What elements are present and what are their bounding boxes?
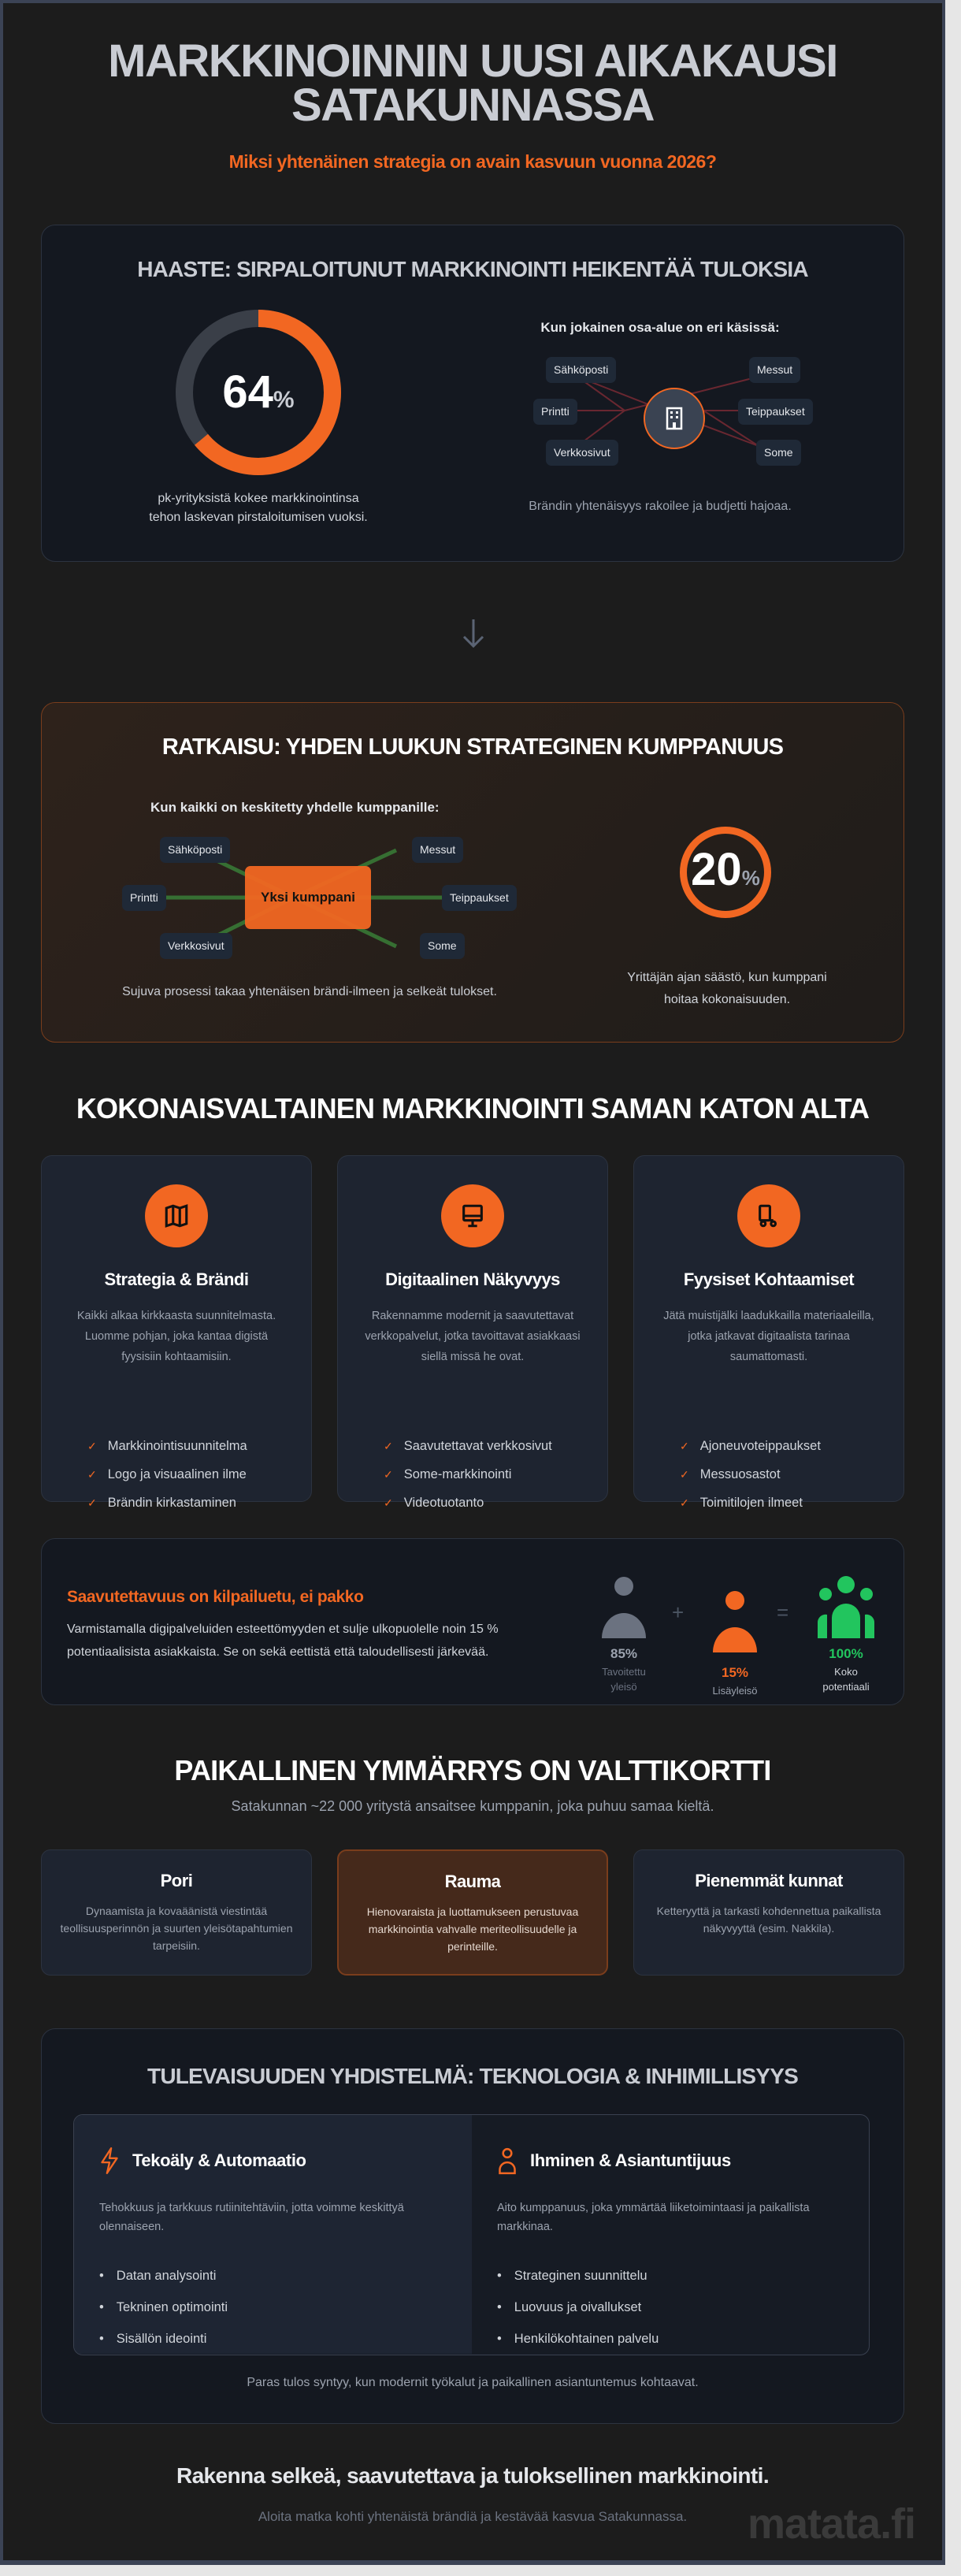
check-icon: ✓	[87, 1468, 97, 1481]
node-social: Some	[756, 440, 801, 466]
person-grey-icon	[600, 1574, 647, 1638]
node-wraps: Teippaukset	[442, 885, 517, 911]
column-text: Tehokkuus ja tarkkuus rutiinitehtäviin, jotta voimme keskittyä olennaiseen.	[99, 2202, 404, 2233]
local-card-small-municipalities	[633, 1849, 904, 1976]
local-subtitle: Satakunnan ~22 000 yritystä ansaitsee kumppanin, joka puhuu samaa kieltä.	[231, 1798, 714, 1814]
card-title: Pienemmät kunnat	[695, 1871, 843, 1890]
group-green-icon	[816, 1574, 876, 1638]
stat-unit: %	[273, 387, 295, 413]
accessibility-title: Saavutettavuus on kilpailuetu, ei pakko	[67, 1588, 364, 1606]
group-additional: 15% Lisäyleisö	[712, 1665, 758, 1697]
stat-number: 64	[222, 366, 273, 418]
check-icon: ✓	[680, 1496, 689, 1509]
node-fairs: Messut	[749, 357, 800, 383]
node-email: Sähköposti	[546, 357, 616, 383]
solution-diagram-title: Kun kaikki on keskitetty yhdelle kumppanille:	[150, 800, 440, 815]
truck-icon	[737, 1184, 800, 1247]
check-icon: ✓	[384, 1468, 393, 1481]
list-item: ✓ Some-markkinointi	[384, 1467, 512, 1481]
future-card	[41, 2028, 904, 2424]
accessibility-card	[41, 1538, 904, 1705]
card-text: Kaikki alkaa kirkkaasta suunnitelmasta. Luomme pohjan, joka kantaa digistä fyysisiin kohtaamisiin.	[76, 1310, 276, 1363]
card-text: Dynaamista ja kovaäänistä viestintää teollisuusperinnön ja suurten yleisötapahtumien tarpeisiin.	[60, 1905, 293, 1952]
list-item: ✓ Ajoneuvoteippaukset	[680, 1439, 821, 1453]
building-icon	[644, 388, 705, 449]
check-icon: ✓	[87, 1440, 97, 1452]
local-card-pori	[41, 1849, 312, 1976]
card-title: Strategia & Brändi	[104, 1269, 249, 1289]
list-item: ✓ Logo ja visuaalinen ilme	[87, 1467, 247, 1481]
check-icon: ✓	[680, 1468, 689, 1481]
list-item: • Luovuus ja oivallukset	[497, 2292, 870, 2323]
person-orange-icon	[711, 1589, 759, 1654]
challenge-card	[41, 225, 904, 562]
card-text: Rakennamme modernit ja saavutettavat verkkopalvelut, jotka tavoittavat asiakkaasi siellä missä he ovat.	[365, 1310, 581, 1363]
card-title: Pori	[160, 1871, 193, 1890]
node-web: Verkkosivut	[546, 440, 618, 466]
list-item: • Strateginen suunnittelu	[497, 2260, 870, 2292]
column-ai	[74, 2115, 472, 2354]
check-icon: ✓	[384, 1496, 393, 1509]
check-icon: ✓	[680, 1440, 689, 1452]
node-email: Sähköposti	[160, 837, 230, 863]
card-text: Hienovaraista ja luottamukseen perustuvaa markkinointia vahvalle meriteollisuudelle ja perinteille.	[366, 1905, 579, 1953]
solution-card	[41, 702, 904, 1043]
list-item: • Tekninen optimointi	[99, 2292, 472, 2323]
stat-caption: pk-yrityksistä kokee markkinointinsa tehon laskevan pirstaloitumisen vuoksi.	[149, 492, 368, 524]
card-title: Rauma	[444, 1872, 501, 1891]
node-fairs: Messut	[412, 837, 463, 863]
title-line-1: MARKKINOINNIN UUSI AIKAKAUSI	[108, 35, 837, 87]
list-item: ✓ Messuosastot	[680, 1467, 781, 1481]
plus-sign: +	[672, 1600, 685, 1624]
list-item: • Henkilökohtainen palvelu	[497, 2323, 870, 2355]
solution-title: RATKAISU: YHDEN LUUKUN STRATEGINEN KUMPPANUUS	[161, 734, 784, 760]
service-card-digital	[337, 1155, 608, 1510]
person-icon	[497, 2147, 518, 2175]
list-item: ✓ Videotuotanto	[384, 1496, 484, 1510]
stat-unit: %	[741, 866, 760, 890]
footer-subtitle: Aloita matka kohti yhtenäistä brändiä ja kestävää kasvua Satakunnassa.	[258, 2509, 688, 2524]
check-icon: ✓	[384, 1440, 393, 1452]
check-icon: ✓	[87, 1496, 97, 1509]
future-title: TULEVAISUUDEN YHDISTELMÄ: TEKNOLOGIA & INHIMILLISYYS	[147, 2064, 798, 2088]
node-social: Some	[420, 933, 465, 959]
services-title: KOKONAISVALTAINEN MARKKINOINTI SAMAN KATON ALTA	[76, 1092, 870, 1124]
column-text: Aito kumppanuus, joka ymmärtää liiketoimintaasi ja paikallista markkinaa.	[497, 2202, 810, 2233]
watermark-logo: matata.fi	[748, 2500, 916, 2548]
page-title	[3, 35, 942, 131]
list-item: ✓ Toimitilojen ilmeet	[680, 1496, 803, 1510]
card-text: Jätä muistijälki laadukkailla materiaaleilla, jotka jatkavat digitaalista tarinaa saumattomasti.	[663, 1310, 874, 1363]
accessibility-text: Varmistamalla digipalveluiden esteettömyyden et sulje ulkopuolelle noin 15 % potentiaalisista asiakkaista. Se on sekä eettistä että taloudellisesti järkevää.	[67, 1623, 499, 1659]
footer-title: Rakenna selkeä, saavutettava ja tuloksellinen markkinointi.	[176, 2463, 770, 2488]
local-card-rauma	[337, 1849, 608, 1976]
list-item: • Sisällön ideointi	[99, 2323, 472, 2355]
list-item: • Datan analysointi	[99, 2260, 472, 2292]
future-caption: Paras tulos syntyy, kun modernit työkalut ja paikallinen asiantuntemus kohtaavat.	[247, 2376, 699, 2389]
one-partner-box: Yksi kumppani	[245, 866, 371, 929]
card-title: Digitaalinen Näkyvyys	[385, 1269, 560, 1289]
service-card-physical	[633, 1155, 904, 1510]
arrow-down-icon	[460, 618, 487, 649]
diagram-caption: Brändin yhtenäisyys rakoilee ja budjetti hajoaa.	[529, 500, 792, 513]
node-print: Printti	[533, 399, 577, 425]
list-item: ✓ Saavutettavat verkkosivut	[384, 1439, 552, 1453]
node-web: Verkkosivut	[160, 933, 232, 959]
lightning-icon	[99, 2147, 120, 2175]
monitor-icon	[441, 1184, 504, 1247]
card-text: Ketteryyttä ja tarkasti kohdennettua paikallista näkyvyyttä (esim. Nakkila).	[656, 1905, 881, 1935]
service-card-strategy	[41, 1155, 312, 1510]
equals-sign: =	[777, 1600, 789, 1624]
diagram-title: Kun jokainen osa-alue on eri käsissä:	[540, 320, 780, 335]
group-total: 100% Koko potentiaali	[822, 1646, 870, 1693]
stat-value	[172, 366, 345, 418]
future-columns	[73, 2114, 870, 2355]
solution-caption: Sujuva prosessi takaa yhtenäisen brändi-ilmeen ja selkeät tulokset.	[122, 985, 497, 998]
local-title: PAIKALLINEN YMMÄRRYS ON VALTTIKORTTI	[174, 1754, 771, 1786]
list-item: ✓ Brändin kirkastaminen	[87, 1496, 236, 1510]
list-item: ✓ Markkinointisuunnitelma	[87, 1439, 247, 1453]
title-line-2: SATAKUNNASSA	[291, 80, 654, 131]
solution-stat	[672, 843, 779, 896]
map-icon	[145, 1184, 208, 1247]
page-subtitle: Miksi yhtenäinen strategia on avain kasvuun vuonna 2026?	[228, 151, 717, 172]
column-title: Ihminen & Asiantuntijuus	[497, 2147, 870, 2175]
card-title: Fyysiset Kohtaamiset	[683, 1269, 855, 1289]
challenge-title: HAASTE: SIRPALOITUNUT MARKKINOINTI HEIKENTÄÄ TULOKSIA	[137, 257, 808, 281]
column-human	[472, 2115, 870, 2354]
group-reached: 85% Tavoitettu yleisö	[602, 1646, 646, 1693]
node-print: Printti	[122, 885, 166, 911]
column-title: Tekoäly & Automaatio	[99, 2147, 472, 2175]
solution-stat-caption: Yrittäjän ajan säästö, kun kumppani hoitaa kokonaisuuden.	[627, 971, 827, 1006]
node-wraps: Teippaukset	[738, 399, 813, 425]
stat-number: 20	[691, 844, 742, 895]
